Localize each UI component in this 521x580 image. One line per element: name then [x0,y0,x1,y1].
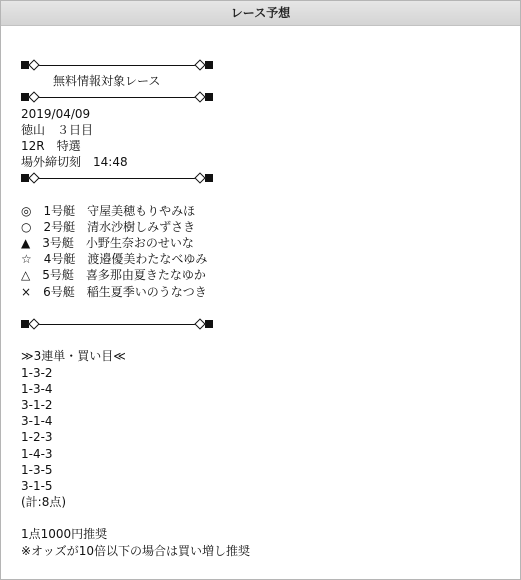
bet-combo: 1-2-3 [21,430,53,445]
bet-combo: 1-3-2 [21,365,53,380]
rule-line [39,324,195,325]
rule-line [39,178,195,179]
bets-total: (計:8点) [21,495,67,510]
bet-combo: 1-3-5 [21,462,53,477]
square-icon [205,93,213,101]
race-number: 12R 特選 [21,138,81,153]
divider [21,89,501,105]
prediction-item [21,251,501,267]
prediction-item [21,267,501,283]
prediction-mark: △ [21,268,31,283]
bet-combo: 1-3-4 [21,381,53,396]
spacer [21,187,501,203]
prediction-item [21,219,501,235]
prediction-mark: ◎ [21,203,32,218]
bet-combo: 3-1-5 [21,478,53,493]
race-date: 2019/04/09 [21,106,91,121]
panel-title: レース予想 [230,6,291,20]
diamond-icon [194,173,205,184]
diamond-icon [28,92,39,103]
prediction-mark: ○ [21,219,32,234]
free-info-label: 無料情報対象レース [53,74,161,89]
prediction-text: 6号艇 稲生夏季いのうなつき [31,284,207,299]
prediction-item [21,235,501,251]
rule-line [39,65,195,66]
bet-combo: 3-1-2 [21,397,53,412]
diamond-icon [194,59,205,70]
recommendation: 1点1000円推奨 [21,527,108,542]
panel-header [1,1,520,26]
race-prediction-content [21,57,501,559]
prediction-mark: × [21,284,32,299]
diamond-icon [194,318,205,329]
square-icon [205,174,213,182]
prediction-text: 2号艇 清水沙樹しみずさき [31,219,196,234]
prediction-mark: ☆ [21,252,32,267]
diamond-icon [28,173,39,184]
odds-note: ※オッズが10倍以下の場合は買い増し推奨 [21,543,250,558]
prediction-item [21,203,501,219]
diamond-icon [28,59,39,70]
bet-combo: 1-4-3 [21,446,53,461]
bet-combo: 3-1-4 [21,414,53,429]
prediction-text: 1号艇 守屋美穂もりやみほ [31,203,196,218]
prediction-text: 3号艇 小野生奈おのせいな [30,236,194,251]
prediction-text: 5号艇 喜多那由夏きたなゆか [30,268,206,283]
square-icon [205,61,213,69]
divider [21,57,501,73]
prediction-item [21,284,501,300]
bets-title: ≫3連単・買い目≪ [21,349,126,364]
race-venue: 徳山 ３日目 [21,122,94,137]
spacer [21,510,501,526]
diamond-icon [28,318,39,329]
prediction-mark: ▲ [21,236,31,251]
prediction-text: 4号艇 渡邉優美わたなべゆみ [31,252,208,267]
square-icon [205,320,213,328]
spacer [21,300,501,316]
divider [21,170,501,186]
rule-line [39,97,195,98]
divider [21,316,501,332]
race-deadline: 場外締切刻 14:48 [21,155,128,170]
square-icon [21,93,29,101]
diamond-icon [194,92,205,103]
spacer [21,332,501,348]
